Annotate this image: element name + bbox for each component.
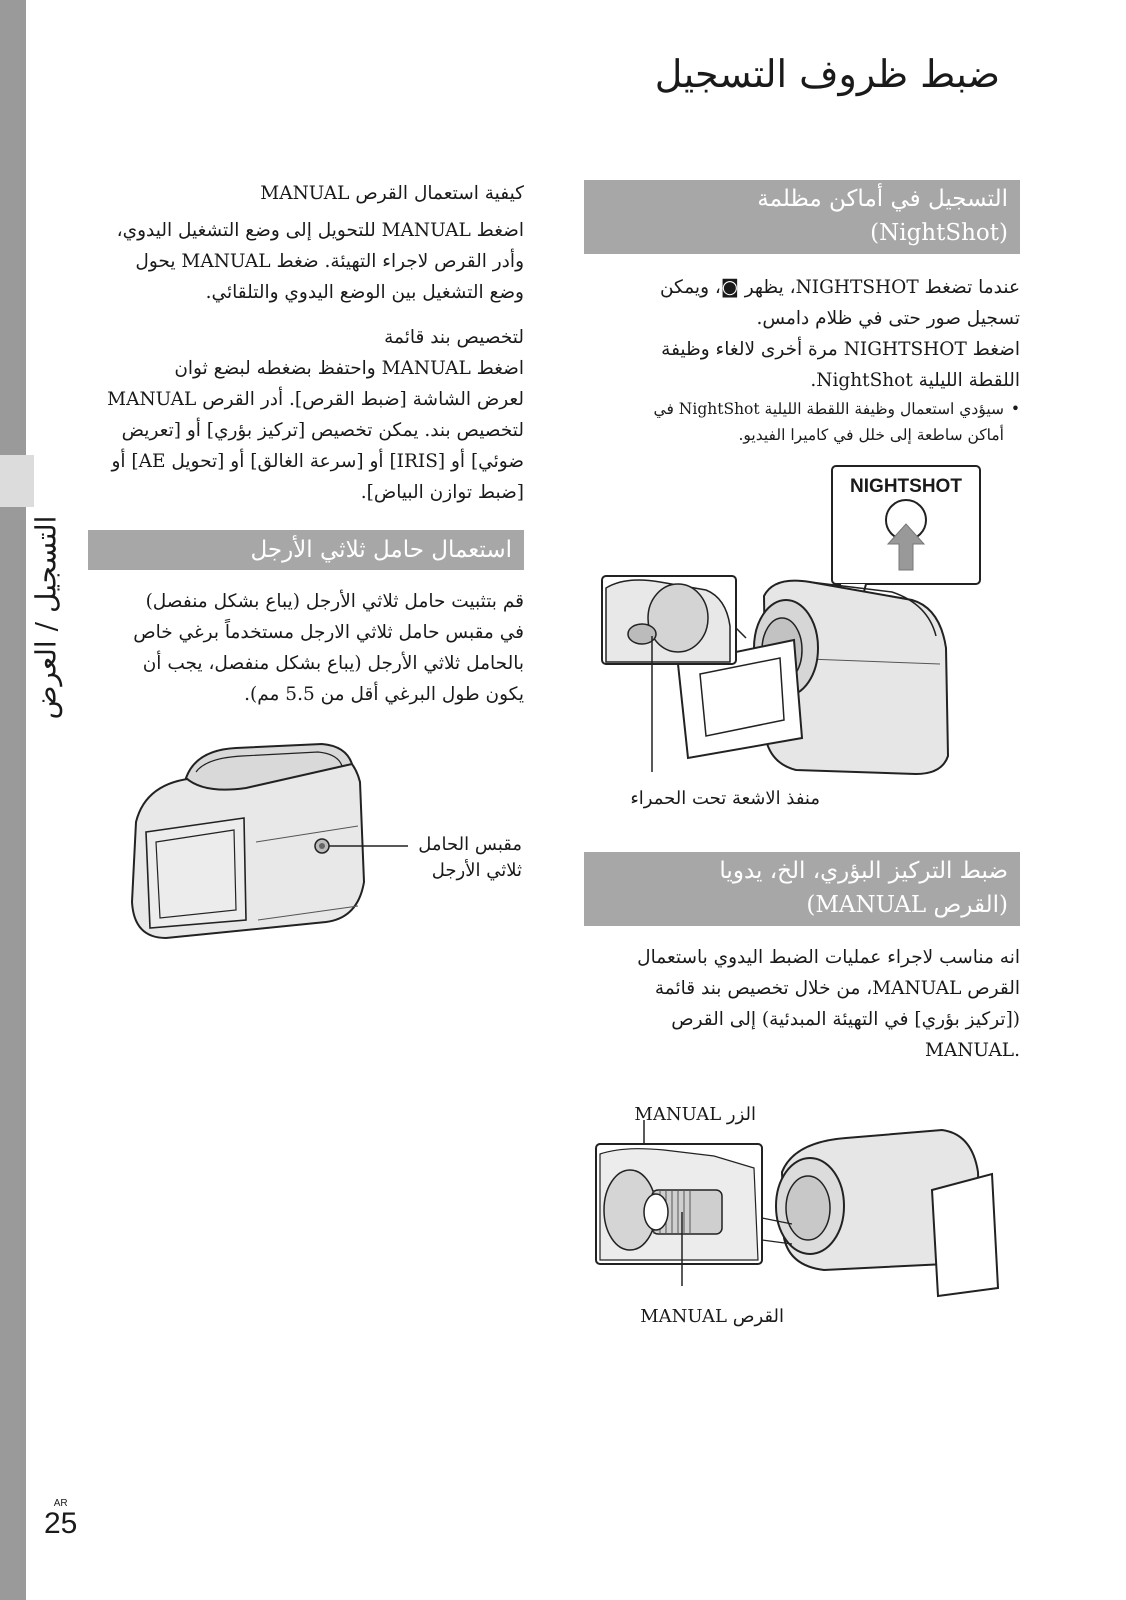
assign-item-line5: [ضبط توازن البياض].: [360, 482, 524, 503]
nightshot-bullet-line2: أماكن ساطعة إلى خلل في كاميرا الفيديو.: [738, 426, 1004, 444]
page-language-code: AR: [53, 1498, 68, 1509]
tripod-socket-caption-line1: مقبس الحامل: [418, 834, 522, 855]
nightshot-para2-line1: اضغط NIGHTSHOT مرة أخرى لالغاء وظيفة: [661, 339, 1020, 360]
tripod-heading: استعمال حامل ثلاثي الأرجل: [88, 530, 524, 570]
assign-item-line2: لعرض الشاشة [ضبط القرص]. أدر القرص MANUAL: [107, 389, 524, 410]
tripod-socket-illustration: [126, 742, 416, 942]
manual-focus-section: [584, 852, 1020, 1066]
manual-focus-line1: انه مناسب لاجراء عمليات الضبط اليدوي باستعمال: [637, 947, 1020, 968]
manual-dial-illustration: [594, 1120, 1004, 1320]
assign-item-subhead: لتخصيص بند قائمة: [384, 327, 524, 348]
manual-button-icon: [644, 1194, 668, 1230]
assign-item-line4: ضوئي] أو [IRIS] أو [سرعة الغالق] أو [تحويل AE] أو: [111, 451, 524, 472]
manual-focus-heading-line1: ضبط التركيز البؤري، الخ، يدويا: [719, 858, 1008, 884]
nightshot-button-label: NIGHTSHOT: [850, 476, 962, 497]
manual-usage-line3: وضع التشغيل بين الوضع اليدوي والتلقائي.: [205, 282, 524, 303]
nightshot-para1-line1: عندما تضغط NIGHTSHOT، يظهر ◙، ويمكن: [659, 277, 1020, 298]
manual-focus-heading: [584, 852, 1020, 926]
nightshot-heading: [584, 180, 1020, 254]
side-strip: [0, 0, 26, 1600]
manual-dial-caption: القرص MANUAL: [640, 1306, 784, 1327]
page-title: ضبط ظروف التسجيل: [654, 52, 1000, 96]
section-tab: [0, 455, 34, 507]
section-side-label: [14, 515, 78, 719]
tripod-line2: في مقبس حامل ثلاثي الارجل مستخدماً برغي خاص: [133, 622, 524, 643]
manual-usage-line2: وأدر القرص لاجراء التهيئة. ضغط MANUAL يحول: [135, 251, 524, 272]
left-column: [88, 178, 524, 710]
tripod-line4: يكون طول البرغي أقل من 5.5 مم).: [244, 684, 524, 705]
tripod-line1: قم بتثبيت حامل ثلاثي الأرجل (يباع بشكل منفصل): [145, 591, 524, 612]
manual-button-caption: الزر MANUAL: [634, 1104, 756, 1125]
section-side-label-text: التسجيل / العرض: [29, 515, 63, 719]
nightshot-para2-line2: اللقطة الليلية NightShot.: [810, 370, 1020, 391]
assign-item-line1: اضغط MANUAL واحتفظ بضغطه لبضع ثوان: [174, 358, 524, 379]
page-number-value: 25: [44, 1507, 78, 1540]
nightshot-bullet: [584, 396, 1020, 448]
ir-port-caption: منفذ الاشعة تحت الحمراء: [630, 788, 820, 809]
nightshot-heading-line1: التسجيل في أماكن مظلمة: [757, 186, 1008, 212]
right-column: [584, 180, 1020, 448]
assign-item-line3: لتخصيص بند. يمكن تخصيص [تركيز بؤري] أو [تعريض: [121, 420, 524, 441]
nightshot-heading-line2: (NightShot): [870, 220, 1008, 246]
manual-usage-subhead: كيفية استعمال القرص MANUAL: [260, 183, 524, 204]
manual-focus-line3: ([تركيز بؤري] في التهيئة المبدئية) إلى القرص: [671, 1009, 1020, 1030]
manual-usage-line1: اضغط MANUAL للتحويل إلى وضع التشغيل اليدوي،: [116, 220, 524, 241]
tripod-socket-caption-line2: ثلاثي الأرجل: [431, 860, 522, 881]
page-number: [44, 1498, 77, 1539]
manual-focus-line2: القرص MANUAL، من خلال تخصيص بند قائمة: [654, 978, 1020, 999]
tripod-line3: بالحامل ثلاثي الأرجل (يباع بشكل منفصل، يجب أن: [142, 653, 524, 674]
nightshot-bullet-line1: سيؤدي استعمال وظيفة اللقطة الليلية NightShot في: [653, 400, 1004, 418]
nightshot-para1-line2: تسجيل صور حتى في ظلام دامس.: [756, 308, 1020, 329]
tripod-socket-caption: [382, 832, 522, 884]
manual-focus-line4: .MANUAL: [924, 1040, 1020, 1061]
manual-focus-heading-line2: (القرص MANUAL): [806, 892, 1008, 918]
nightshot-camcorder-illustration: [596, 458, 996, 788]
